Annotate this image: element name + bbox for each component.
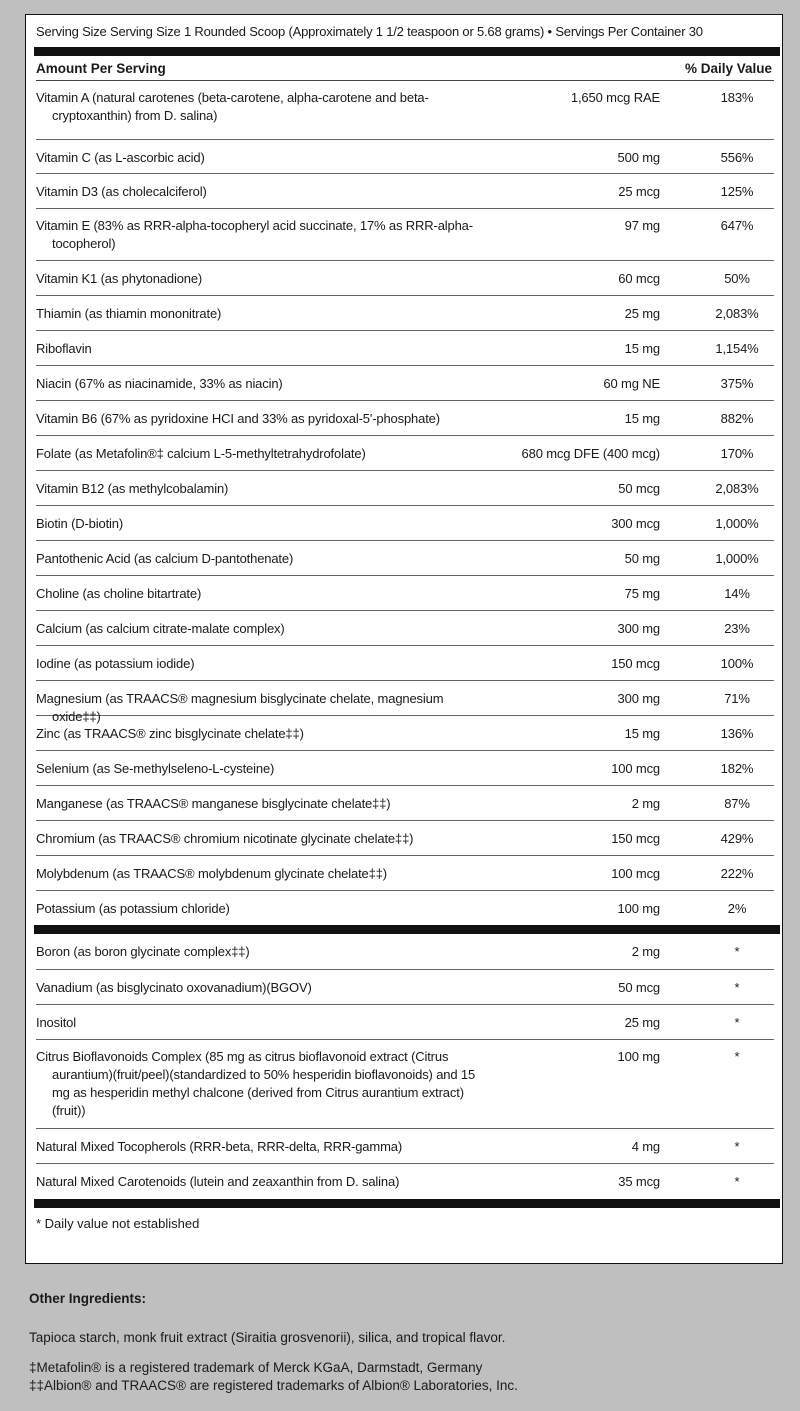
nutrient-daily-value: 14% (724, 586, 750, 601)
nutrient-name (36, 829, 494, 855)
nutrient-name-text: Folate (as Metafolin®‡ calcium L-5-methyltetrahydrofolate) (36, 446, 366, 461)
table-row (36, 751, 774, 786)
nutrient-daily-value: 136% (720, 726, 754, 741)
thick-divider-3 (34, 1199, 780, 1208)
nutrient-daily-value: 222% (720, 866, 754, 881)
nutrient-daily-value: * (734, 980, 740, 995)
table-row (36, 646, 774, 681)
nutrient-name (36, 514, 494, 540)
nutrient-daily-value: 2% (727, 901, 747, 916)
serving-size-line: Serving Size Serving Size 1 Rounded Scoop (Approximately 1 1/2 teaspoon or 5.68 grams) • Servings Per Container 30 (36, 24, 703, 39)
table-row (36, 821, 774, 856)
table-row (36, 366, 774, 401)
nutrient-amount: 1,650 mcg RAE (570, 90, 660, 105)
nutrient-name-text: Vitamin C (as L-ascorbic acid) (36, 150, 205, 165)
nutrient-name (36, 148, 494, 173)
nutrient-daily-value: 1,000% (715, 551, 759, 566)
trademark-notes (29, 1359, 769, 1395)
table-row (36, 174, 774, 209)
nutrient-name-text: Pantothenic Acid (as calcium D-pantothenate) (36, 551, 294, 566)
nutrient-name (36, 978, 494, 1004)
nutrient-amount: 300 mg (617, 691, 660, 706)
nutrient-amount: 680 mcg DFE (400 mcg) (521, 446, 660, 461)
nutrient-daily-value: 375% (720, 376, 754, 391)
nutrient-name-text: Vitamin K1 (as phytonadione) (36, 271, 203, 286)
nutrient-name (36, 942, 494, 969)
nutrient-name-text: Niacin (67% as niacinamide, 33% as niacin) (36, 376, 283, 391)
nutrient-daily-value: 182% (720, 761, 754, 776)
table-row (36, 541, 774, 576)
nutrient-amount: 15 mg (624, 726, 660, 741)
nutrient-amount: 150 mcg (611, 831, 660, 846)
nutrient-name (36, 1047, 494, 1128)
table-row (36, 856, 774, 891)
nutrient-daily-value: 1,000% (715, 516, 759, 531)
nutrient-name-text: Biotin (D-biotin) (36, 516, 124, 531)
nutrient-name (36, 794, 494, 820)
table-header (36, 56, 774, 81)
nutrient-amount: 100 mcg (611, 761, 660, 776)
nutrient-amount: 100 mcg (611, 866, 660, 881)
nutrient-rows (36, 81, 774, 925)
nutrient-daily-value: 50% (724, 271, 750, 286)
table-row (36, 934, 774, 970)
table-row (36, 331, 774, 366)
nutrient-name (36, 654, 494, 680)
nutrient-amount: 50 mcg (618, 481, 660, 496)
nutrient-name (36, 88, 494, 139)
nutrient-name (36, 269, 494, 295)
nutrient-daily-value: 556% (720, 150, 754, 165)
nutrient-name (36, 409, 494, 435)
other-ingredients-heading: Other Ingredients: (29, 1291, 147, 1306)
nutrient-amount: 2 mg (631, 944, 660, 959)
table-row (36, 436, 774, 471)
nutrient-daily-value: 71% (724, 691, 750, 706)
nutrient-amount: 15 mg (624, 341, 660, 356)
nutrient-name (36, 584, 494, 610)
nutrient-daily-value: 87% (724, 796, 750, 811)
table-row (36, 611, 774, 646)
nutrient-amount: 300 mcg (611, 516, 660, 531)
nutrient-name (36, 444, 494, 470)
nutrient-amount: 300 mg (617, 621, 660, 636)
nutrient-name (36, 1137, 494, 1163)
nutrient-amount: 35 mcg (618, 1174, 660, 1189)
nutrient-name-text: Vitamin A (natural carotenes (beta-carotene, alpha-carotene and beta-cryptoxanthin) from D. salina) (36, 90, 429, 123)
nutrient-amount: 60 mcg (618, 271, 660, 286)
nutrient-name (36, 216, 494, 260)
nutrient-amount: 2 mg (631, 796, 660, 811)
nutrient-amount: 25 mg (624, 306, 660, 321)
nutrient-amount: 15 mg (624, 411, 660, 426)
nutrient-name (36, 864, 494, 890)
other-ingredients-text: Tapioca starch, monk fruit extract (Siraitia grosvenorii), silica, and tropical flavor. (29, 1330, 506, 1345)
nutrient-name (36, 1013, 494, 1039)
nutrient-name-text: Thiamin (as thiamin mononitrate) (36, 306, 222, 321)
nutrient-amount: 100 mg (617, 1049, 660, 1064)
nutrient-name (36, 182, 494, 208)
nutrient-name-text: Chromium (as TRAACS® chromium nicotinate glycinate chelate‡‡) (36, 831, 414, 846)
nutrient-name-text: Iodine (as potassium iodide) (36, 656, 195, 671)
nutrient-name (36, 619, 494, 645)
nutrient-daily-value: * (734, 1139, 740, 1154)
nutrient-daily-value: 2,083% (715, 481, 759, 496)
nutrient-amount: 500 mg (617, 150, 660, 165)
nutrient-name-text: Selenium (as Se-methylseleno-L-cysteine) (36, 761, 275, 776)
supplement-facts-panel (25, 14, 783, 1264)
nutrient-daily-value: 170% (720, 446, 754, 461)
table-row (36, 296, 774, 331)
daily-value-header: % Daily Value (684, 60, 772, 76)
nutrient-name-text: Vitamin B6 (67% as pyridoxine HCI and 33% as pyridoxal-5'-phosphate) (36, 411, 440, 426)
nutrient-name-text: Vitamin D3 (as cholecalciferol) (36, 184, 207, 199)
nutrient-name-text: Zinc (as TRAACS® zinc bisglycinate chelate‡‡) (36, 726, 304, 741)
nutrient-daily-value: 125% (720, 184, 754, 199)
nutrient-amount: 50 mg (624, 551, 660, 566)
table-row (36, 506, 774, 541)
table-row (36, 1040, 774, 1129)
nutrient-name (36, 479, 494, 505)
table-row (36, 786, 774, 821)
table-row (36, 681, 774, 724)
nutrient-daily-value: 1,154% (715, 341, 759, 356)
nutrient-daily-value: 183% (720, 90, 754, 105)
thick-divider (34, 47, 780, 56)
nutrient-daily-value: 2,083% (715, 306, 759, 321)
table-row (36, 81, 774, 140)
nutrient-name-text: Boron (as boron glycinate complex‡‡) (36, 944, 250, 959)
nutrient-name (36, 689, 494, 724)
nutrient-amount: 25 mcg (618, 184, 660, 199)
table-row (36, 401, 774, 436)
nutrient-daily-value: 429% (720, 831, 754, 846)
nutrient-daily-value: * (734, 944, 740, 959)
nutrient-name (36, 549, 494, 575)
nutrient-amount: 100 mg (617, 901, 660, 916)
nutrient-amount: 4 mg (631, 1139, 660, 1154)
nutrient-name-text: Molybdenum (as TRAACS® molybdenum glycinate chelate‡‡) (36, 866, 387, 881)
nutrient-amount: 75 mg (624, 586, 660, 601)
amount-per-serving-header: Amount Per Serving (36, 60, 166, 76)
thick-divider-2 (34, 925, 780, 934)
other-nutrient-rows (36, 934, 774, 1199)
nutrient-name-text: Vitamin E (83% as RRR-alpha-tocopheryl acid succinate, 17% as RRR-alpha-tocopherol) (36, 218, 473, 251)
nutrient-daily-value: * (734, 1015, 740, 1030)
nutrient-daily-value: * (734, 1049, 740, 1064)
nutrient-name-text: Manganese (as TRAACS® manganese bisglycinate chelate‡‡) (36, 796, 391, 811)
table-row (36, 1129, 774, 1164)
nutrient-name-text: Citrus Bioflavonoids Complex (85 mg as citrus bioflavonoid extract (Citrus aurantium)(fruit/peel)(standardized to 50% hesperidin bioflavonoids) and 15 mg as hesperidin methyl chalcone (derived from Citrus aurantium extract) (fruit)) (36, 1049, 476, 1118)
table-row (36, 891, 774, 925)
nutrient-name-text: Choline (as choline bitartrate) (36, 586, 202, 601)
nutrient-name-text: Vanadium (as bisglycinato oxovanadium)(BGOV) (36, 980, 312, 995)
table-row (36, 261, 774, 296)
nutrient-name-text: Magnesium (as TRAACS® magnesium bisglycinate chelate, magnesium oxide‡‡) (36, 691, 444, 724)
nutrient-name-text: Natural Mixed Carotenoids (lutein and zeaxanthin from D. salina) (36, 1174, 400, 1189)
nutrient-name (36, 339, 494, 365)
nutrient-name-text: Vitamin B12 (as methylcobalamin) (36, 481, 229, 496)
nutrient-name (36, 304, 494, 330)
nutrient-name-text: Potassium (as potassium chloride) (36, 901, 230, 916)
trademark-note-albion: ‡‡Albion® and TRAACS® are registered trademarks of Albion® Laboratories, Inc. (29, 1378, 518, 1393)
trademark-note-metafolin: ‡Metafolin® is a registered trademark of Merck KGaA, Darmstadt, Germany (29, 1360, 483, 1375)
nutrient-daily-value: * (734, 1174, 740, 1189)
nutrient-amount: 25 mg (624, 1015, 660, 1030)
table-row (36, 1164, 774, 1199)
nutrient-amount: 150 mcg (611, 656, 660, 671)
nutrient-daily-value: 23% (724, 621, 750, 636)
nutrient-daily-value: 100% (720, 656, 754, 671)
nutrient-name-text: Riboflavin (36, 341, 92, 356)
table-row (36, 576, 774, 611)
nutrient-name (36, 1172, 494, 1199)
nutrient-name-text: Calcium (as calcium citrate-malate complex) (36, 621, 285, 636)
table-row (36, 1005, 774, 1040)
nutrient-daily-value: 882% (720, 411, 754, 426)
nutrient-name-text: Inositol (36, 1015, 76, 1030)
nutrient-amount: 97 mg (624, 218, 660, 233)
table-row (36, 471, 774, 506)
nutrient-amount: 50 mcg (618, 980, 660, 995)
nutrient-name (36, 724, 494, 750)
table-row (36, 140, 774, 174)
nutrient-name-text: Natural Mixed Tocopherols (RRR-beta, RRR-delta, RRR-gamma) (36, 1139, 403, 1154)
nutrient-daily-value: 647% (720, 218, 754, 233)
nutrient-name (36, 759, 494, 785)
nutrient-name (36, 374, 494, 400)
nutrient-name (36, 899, 494, 925)
nutrient-amount: 60 mg NE (603, 376, 660, 391)
table-row (36, 970, 774, 1005)
table-row (36, 209, 774, 261)
other-ingredients-section (29, 1291, 769, 1395)
daily-value-footnote: * Daily value not established (36, 1216, 200, 1231)
